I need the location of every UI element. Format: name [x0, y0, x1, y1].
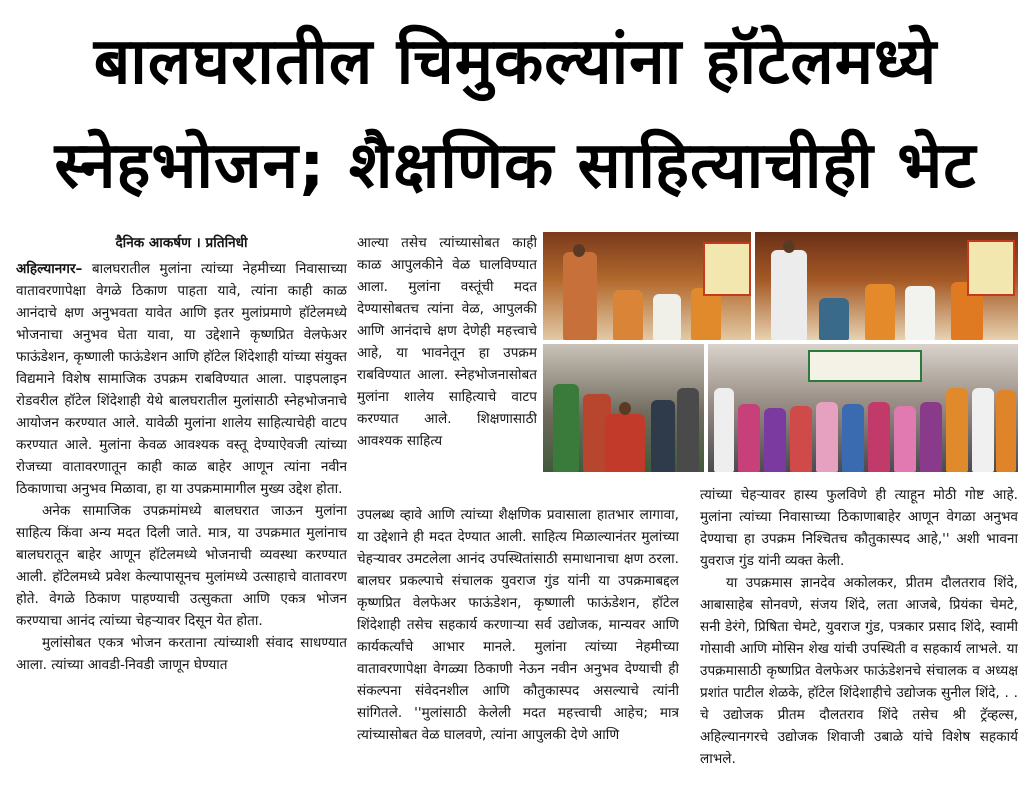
photo-figure	[613, 290, 643, 340]
article-column-1	[16, 232, 347, 804]
photo-figure	[563, 252, 597, 340]
photo-children-dining	[755, 232, 1018, 340]
photo-figure-head	[573, 244, 585, 257]
photo-figure	[865, 284, 895, 340]
article-paragraph: आल्या तसेच त्यांच्यासोबत काही काळ आपुलकीने वेळ घालविण्यात आला. मुलांना वस्तूंची मदत देण्यासोबतच त्यांना वेळ, आपुलकी आणि आनंदाचे क्षण देणेही महत्त्वाचे आहे, या भावनेतून हा उपक्रम राबविण्यात आला. स्नेहभोजनासोबत मुलांना शालेय साहित्याचे वाटप करण्यात आले. शिक्षणासाठी आवश्यक साहित्य	[357, 235, 537, 449]
photo-figure	[714, 388, 734, 472]
photo-figure	[738, 404, 760, 472]
photo-banner	[703, 242, 751, 296]
photo-group	[708, 344, 1018, 472]
photo-figure	[605, 414, 645, 472]
photo-figure	[553, 384, 579, 472]
photo-figure	[764, 408, 786, 472]
photo-figure	[653, 294, 681, 340]
article-column-2-bottom	[357, 504, 679, 804]
photo-children-outdoors	[543, 344, 704, 472]
article-paragraph: उपलब्ध व्हावे आणि त्यांच्या शैक्षणिक प्रवासाला हातभार लागावा, या उद्देशाने ही मदत देण्यात आली. साहित्य मिळाल्यानंतर मुलांच्या चेहऱ्यावर उमटलेला आनंद उपस्थितांसाठी समाधानाचा क्षण ठरला. बालघर प्रकल्पाचे संचालक युवराज गुंड यांनी या उपक्रमाबद्दल कृष्णप्रित वेलफेअर फाऊंडेशन, कृष्णाली फाऊंडेशन, हॉटेल शिंदेशाही तसेच सहकार्य करणाऱ्या सर्व उद्योजक, मान्यवर आणि कार्यकर्त्यांचे आभार मानले. मुलांना त्यांच्या नेहमीच्या वातावरणापेक्षा वेगळ्या ठिकाणी नेऊन नवीन अनुभव देण्याची ही संकल्पना संवेदनशील आणि कौतुकास्पद असल्याचे त्यांनी सांगितले. ''मुलांसाठी केलेली मदत महत्त्वाची आहेच; मात्र त्यांच्यासोबत वेळ घालवणे, त्यांना आपुलकी देणे आणि	[357, 507, 679, 743]
headline-line-2: स्नेहभोजन; शैक्षणिक साहित्याचीही भेट	[54, 129, 977, 203]
photo-figure	[996, 390, 1016, 472]
article-paragraph	[16, 258, 347, 500]
photo-banner	[967, 240, 1015, 296]
paragraph-text: बालघरातील मुलांना त्यांच्या नेहमीच्या निवासाच्या वातावरणापेक्षा वेगळे ठिकाण पाहता यावे, त्यांना काही काळ आनंदाचे क्षण अनुभवता यावेत आणि इतर मुलांप्रमाणे हॉटेलमध्ये भोजनाचा अनुभव घेता यावा, या उद्देशाने कृष्णप्रित वेलफेअर फाऊंडेशन, कृष्णाली फाऊंडेशन आणि हॉटेल शिंदेशाही यांच्या संयुक्त विद्यमाने विशेष सामाजिक उपक्रम राबविण्यात आला. पाइपलाइन रोडवरील हॉटेल शिंदेशाही येथे बालघरातील मुलांसाठी स्नेहभोजनाचे आयोजन करण्यात आले. यावेळी मुलांना शालेय साहित्याचेही वाटप करण्यात आले. मुलांना केवळ आवश्यक वस्तू देण्याऐवजी त्यांच्या रोजच्या वातावरणातून काही काळ बाहेर आणून त्यांना नवीन ठिकाणाचा अनुभव मिळावा, हा या उपक्रमामागील मुख्य उद्देश होता.	[16, 261, 347, 497]
article-column-3	[700, 484, 1018, 804]
photo-figure	[920, 402, 942, 472]
article-paragraph: अनेक सामाजिक उपक्रमांमध्ये बालघरात जाऊन मुलांना साहित्य किंवा अन्य मदत दिली जाते. मात्र, या उपक्रमात मुलांनाच बालघरातून बाहेर आणून हॉटेलमध्ये भोजनाची व्यवस्था करण्यात आली. हॉटेलमध्ये प्रवेश केल्यापासूनच मुलांमध्ये उत्साहाचे वातावरण होते. वेगळे ठिकाण पाहण्याची उत्सुकता आणि एकत्र भोजन करण्याचा आनंद त्यांच्या चेहऱ्यावर दिसून येत होता.	[16, 503, 347, 629]
photo-figure-head	[619, 402, 631, 415]
photo-collage	[543, 232, 1018, 472]
article-paragraph: या उपक्रमास ज्ञानदेव अकोलकर, प्रीतम दौलतराव शिंदे, आबासाहेब सोनवणे, संजय शिंदे, लता आजबे, प्रियंका चेमटे, सनी डेरंगे, प्रिषिता चेमटे, युवराज गुंड, पत्रकार प्रसाद शिंदे, स्वामी गोसावी आणि मोसिन शेख यांची उपस्थिती व सहकार्य लाभले. या उपक्रमासाठी कृष्णप्रित वेलफेअर फाऊंडेशनचे संचालक व अध्यक्ष प्रशांत पाटील शेळके, हॉटेल शिंदेशाहीचे उद्योजक सुनील शिंदे, . . चे उद्योजक प्रीतम दौलतराव शिंदे तसेच श्री ट्रॅव्हल्स, अहिल्यानगरचे उद्योजक शिवाजी उबाळे यांचे विशेष सहकार्य लाभले.	[700, 575, 1018, 767]
photo-figure	[816, 402, 838, 472]
photo-figure	[905, 286, 935, 340]
photo-figure	[972, 388, 994, 472]
photo-figure	[790, 406, 812, 472]
article-paragraph: मुलांसोबत एकत्र भोजन करताना त्यांच्याशी संवाद साधण्यात आला. त्यांच्या आवडी-निवडी जाणून घेण्यात	[16, 635, 347, 673]
photo-figure	[651, 400, 675, 472]
photo-serving-food	[543, 232, 751, 340]
photo-figure-head	[783, 240, 795, 253]
photo-figure	[842, 404, 864, 472]
article-paragraph: त्यांच्या चेहऱ्यावर हास्य फुलविणे ही त्याहून मोठी गोष्ट आहे. मुलांना त्यांच्या निवासाच्या ठिकाणाबाहेर आणून वेगळा अनुभव देण्याचा हा उपक्रम निश्चितच कौतुकास्पद आहे,'' अशी भावना युवराज गुंड यांनी व्यक्त केली.	[700, 487, 1018, 569]
photo-figure	[771, 250, 807, 340]
photo-figure	[894, 406, 916, 472]
photo-banner	[808, 350, 922, 382]
dateline: अहिल्यानगर–	[16, 261, 83, 277]
photo-figure	[946, 388, 968, 472]
photo-figure	[677, 388, 699, 472]
photo-figure	[868, 402, 890, 472]
headline-line-1: बालघरातील चिमुकल्यांना हॉटेलमध्ये	[93, 25, 938, 99]
byline: दैनिक आकर्षण । प्रतिनिधी	[115, 235, 248, 251]
photo-figure	[819, 298, 849, 340]
article-column-2-top	[357, 232, 537, 502]
